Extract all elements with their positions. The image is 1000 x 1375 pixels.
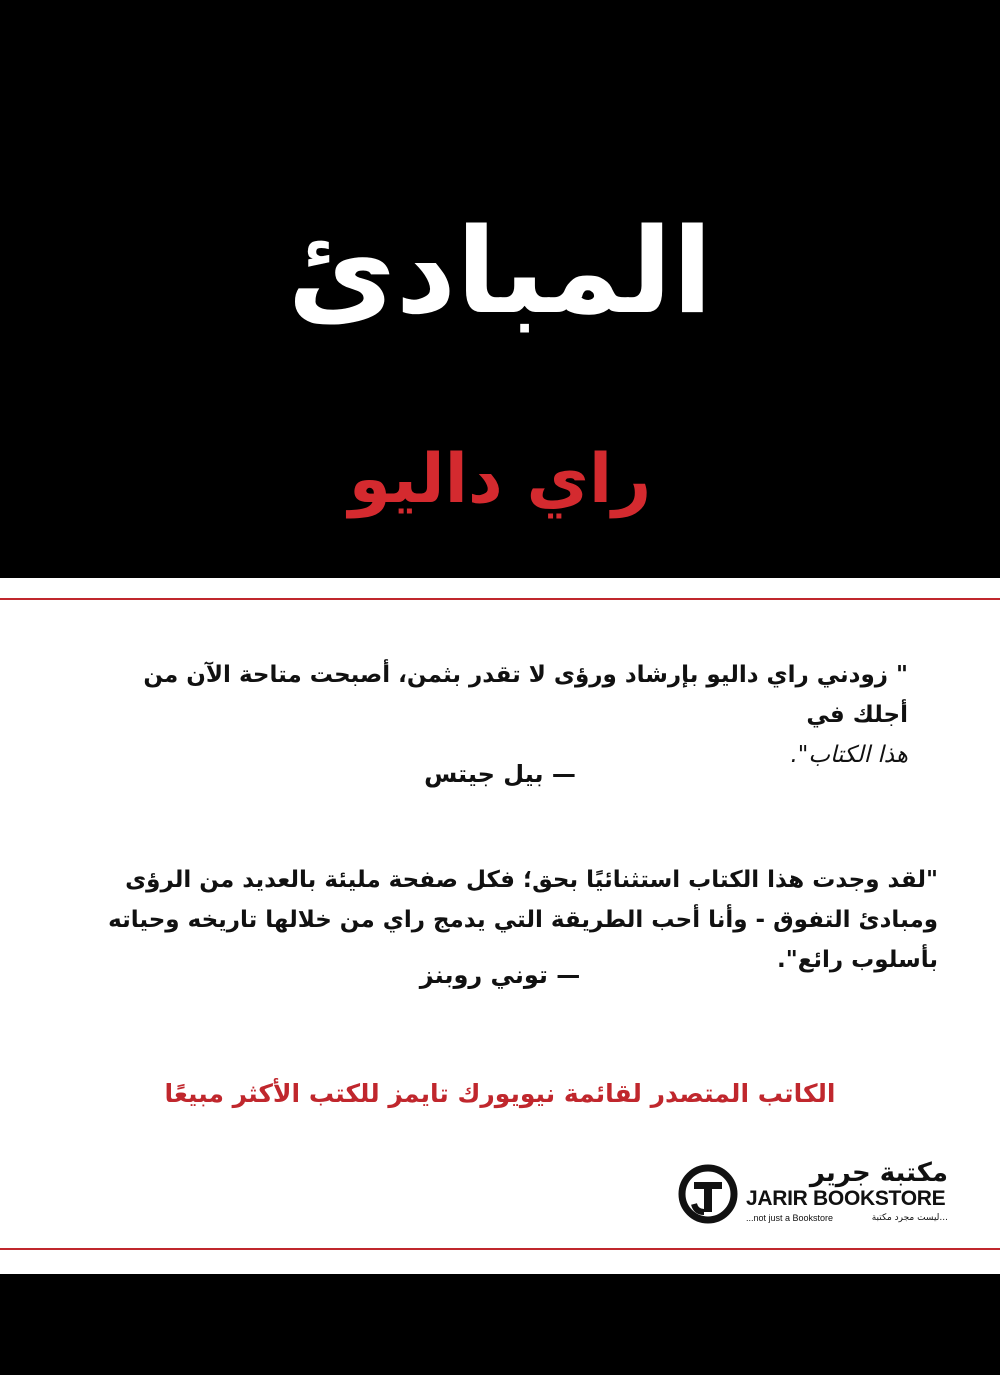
divider-bottom — [0, 1248, 1000, 1250]
endorsement-quote-1-text: " زودني راي داليو بإرشاد ورؤى لا تقدر بثمن، أصبحت متاحة الآن من أجلك في — [143, 662, 908, 728]
publisher-slogan-en: ...not just a Bookstore — [746, 1213, 834, 1223]
book-title: المبادئ — [287, 202, 713, 340]
jarir-logo-icon — [676, 1162, 740, 1226]
publisher-logo — [676, 1158, 956, 1234]
publisher-name-en: JARIR BOOKSTORE — [746, 1187, 946, 1210]
book-author: راي داليو — [348, 440, 652, 519]
endorsement-author-1: — بيل جيتس — [424, 760, 576, 788]
divider-top — [0, 598, 1000, 600]
endorsement-quote-1-end: هذا الكتاب". — [790, 742, 908, 768]
bestseller-tagline: الكاتب المتصدر لقائمة نيويورك تايمز للكتب الأكثر مبيعًا — [164, 1079, 836, 1108]
cover-bottom-band — [0, 1274, 1000, 1375]
publisher-slogan-ar: ...ليست مجرد مكتبة — [871, 1213, 948, 1223]
endorsement-quote-2: "لقد وجدت هذا الكتاب استثنائيًا بحق؛ فكل صفحة مليئة بالعديد من الرؤى ومبادئ التفوق - وأنا أحب الطريقة التي يدمج راي من خلالها تاريخه وحياته بأسلوب رائع". — [108, 867, 938, 973]
endorsement-author-2: — توني روبنز — [419, 961, 581, 989]
publisher-name-ar: مكتبة جرير — [809, 1158, 948, 1188]
